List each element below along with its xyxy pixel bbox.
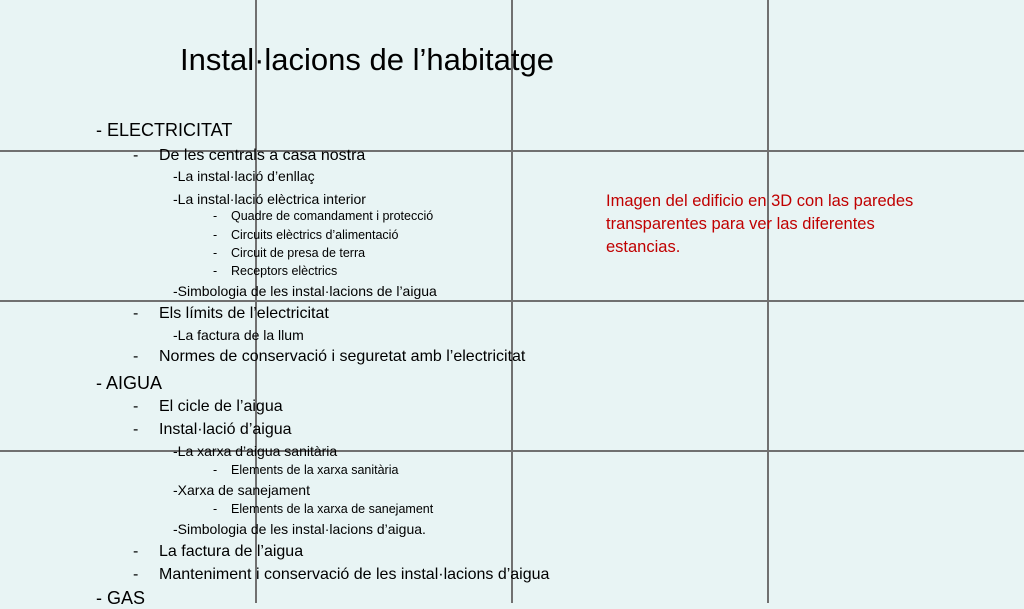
bullet-dash: - <box>133 566 139 583</box>
bullet-dash: - <box>133 147 139 164</box>
outline-item-text: -Simbologia de les instal·lacions d’aigua. <box>173 521 426 537</box>
outline-item-text: -La xarxa d’aigua sanitària <box>173 443 338 459</box>
bullet-dash: - <box>213 264 218 278</box>
outline-item-text: -Xarxa de sanejament <box>173 482 310 498</box>
outline-item-text: -La factura de la llum <box>173 327 304 343</box>
outline-item-level-2 <box>173 482 310 498</box>
bullet-dash: - <box>133 348 139 365</box>
outline-item-level-0 <box>96 373 162 394</box>
outline-item-level-1 <box>133 348 525 366</box>
bullet-dash: - <box>213 463 218 477</box>
bullet-dash: - <box>213 246 218 260</box>
outline-item-level-1 <box>133 398 283 416</box>
outline-item-text: -La instal·lació d’enllaç <box>173 168 315 184</box>
outline-item-text: El cicle de l’aigua <box>159 398 283 415</box>
outline-item-level-3 <box>213 463 398 477</box>
bullet-dash: - <box>213 228 218 242</box>
outline-item-text: Receptors elèctrics <box>231 264 338 278</box>
outline-item-text: La factura de l’aigua <box>159 543 304 560</box>
outline-item-level-3 <box>213 264 337 278</box>
bullet-dash: - <box>133 305 139 322</box>
bullet-dash: - <box>133 421 139 438</box>
bullet-dash: - <box>213 209 218 223</box>
outline-item-level-1 <box>133 421 292 439</box>
outline-item-text: Elements de la xarxa de sanejament <box>231 502 434 516</box>
outline-item-level-1 <box>133 543 303 561</box>
bullet-dash: - <box>133 543 139 560</box>
bullet-dash: - <box>213 502 218 516</box>
outline-item-level-1 <box>133 147 365 165</box>
outline-item-text: Instal·lació d’aigua <box>159 421 292 438</box>
outline-item-level-3 <box>213 209 433 223</box>
outline-item-level-0 <box>96 120 232 141</box>
outline-item-level-3 <box>213 246 365 260</box>
outline-item-level-2 <box>173 443 337 459</box>
outline-item-level-3 <box>213 228 398 242</box>
outline-item-level-2 <box>173 521 426 537</box>
outline-item-level-1 <box>133 566 549 584</box>
outline-item-text: Circuits elèctrics d’alimentació <box>231 228 399 242</box>
outline-item-text: Elements de la xarxa sanitària <box>231 463 399 477</box>
outline-item-level-0 <box>96 588 145 609</box>
outline-item-level-1 <box>133 305 329 323</box>
outline-item-text: - AIGUA <box>96 373 163 393</box>
outline-item-text: Normes de conservació i seguretat amb l’electricitat <box>159 348 526 365</box>
outline-item-text: Manteniment i conservació de les instal·lacions d’aigua <box>159 566 550 583</box>
outline-item-text: - ELECTRICITAT <box>96 120 233 140</box>
outline-item-text: -La instal·lació elèctrica interior <box>173 191 366 207</box>
outline-item-level-2 <box>173 168 315 184</box>
outline-item-text: Els límits de l’electricitat <box>159 305 329 322</box>
outline-item-text: -Simbologia de les instal·lacions de l’aigua <box>173 283 437 299</box>
outline-item-text: - GAS <box>96 588 146 608</box>
page-title: Instal·lacions de l’habitatge <box>180 42 554 77</box>
outline-item-text: Circuit de presa de terra <box>231 246 366 260</box>
outline-item-text: De les centrals a casa nostra <box>159 147 366 164</box>
bullet-dash: - <box>133 398 139 415</box>
outline-item-level-3 <box>213 502 433 516</box>
image-note: Imagen del edificio en 3D con las paredes transparentes para ver las diferentes estancias. <box>606 192 914 256</box>
outline-item-level-2 <box>173 283 437 299</box>
outline-item-level-2 <box>173 191 366 207</box>
outline-item-text: Quadre de comandament i protecció <box>231 209 434 223</box>
outline-item-level-2 <box>173 327 304 343</box>
